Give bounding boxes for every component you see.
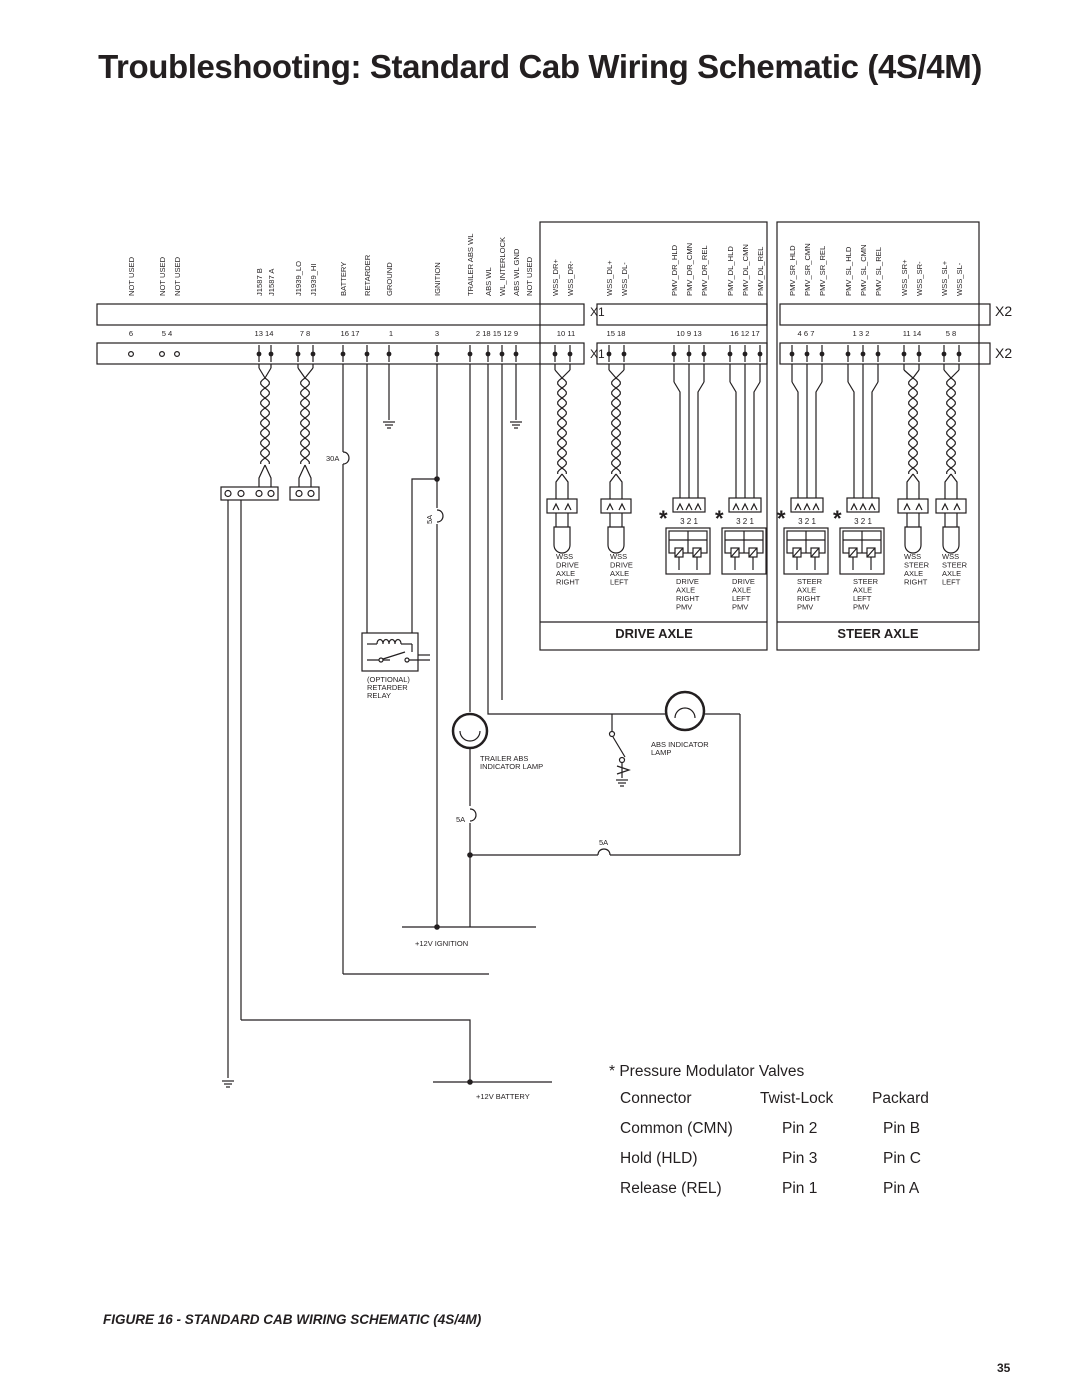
fuse-symbol: [598, 849, 610, 855]
wire-label: TRAILER ABS WL: [466, 233, 475, 296]
wheel-speed-sensor: [905, 527, 921, 553]
wire: [259, 368, 265, 378]
wire-label: PMV_SL_REL: [874, 247, 883, 296]
pin-number: 16 12 17: [730, 329, 760, 338]
wire: [610, 474, 616, 499]
x2-connector-top: [597, 304, 767, 325]
wire-label: J1587 B: [255, 268, 264, 296]
switch-actuator: [617, 766, 629, 774]
pmv-label: PMV: [797, 602, 814, 612]
pin-order-label: 3 2 1: [798, 517, 816, 526]
figure-caption: FIGURE 16 - STANDARD CAB WIRING SCHEMATIC (4S/4M): [103, 1312, 482, 1327]
abs-indicator-lamp: [666, 692, 704, 730]
pmv-table-cell: Hold (HLD): [620, 1150, 698, 1167]
wire: [913, 474, 919, 499]
wire: [674, 382, 680, 498]
junction-dot: [743, 352, 748, 357]
junction-dot: [876, 352, 881, 357]
pin-number: 7 8: [299, 329, 311, 338]
pmv-label: RIGHT: [797, 594, 821, 603]
junction-dot: [269, 352, 274, 357]
wss-label: WSS: [942, 552, 960, 561]
pmv-table-cell: Common (CMN): [620, 1120, 733, 1137]
pin-number: 13 14: [254, 329, 274, 338]
junction-dot: [917, 352, 922, 357]
wss-label: WSS: [556, 552, 574, 561]
wire: [616, 370, 624, 378]
junction-dot: [434, 476, 440, 482]
wire-label: PMV_SL_CMN: [859, 244, 868, 296]
wire-label: WSS_SL-: [955, 262, 964, 296]
wire: [259, 465, 265, 488]
junction-dot: [387, 352, 392, 357]
pmv-table-header: Twist-Lock: [760, 1090, 834, 1107]
terminal: [238, 491, 244, 497]
wss-connector: [547, 499, 577, 513]
wire-label: RETARDER: [363, 254, 372, 296]
wire: [944, 370, 951, 378]
junction-dot: [568, 352, 573, 357]
junction-dot: [805, 352, 810, 357]
junction-dot: [311, 352, 316, 357]
terminal-circle: [175, 352, 180, 357]
relay-label: RELAY: [367, 691, 392, 700]
x2-connector-top: [780, 304, 990, 325]
wire: [488, 364, 665, 714]
junction-dot: [514, 352, 519, 357]
wire-label: WSS_SR+: [900, 259, 909, 296]
wire-label: WSS_DL+: [605, 260, 614, 296]
relay-box: [362, 633, 418, 671]
wire-label: WSS_DR-: [566, 260, 575, 296]
junction-dot: [486, 352, 491, 357]
terminal-circle: [160, 352, 165, 357]
x1-label: X1: [590, 347, 605, 361]
wheel-speed-sensor: [943, 527, 959, 553]
junction-dot: [702, 352, 707, 357]
wss-connector: [898, 499, 928, 513]
wire-label: PMV_SL_HLD: [844, 246, 853, 296]
wss-label: AXLE: [610, 569, 630, 578]
wire: [907, 474, 913, 499]
pmv-label: PMV: [676, 602, 693, 612]
relay-contact: [405, 658, 409, 662]
junction-dot: [296, 352, 301, 357]
trailer-abs-lamp: [453, 714, 487, 748]
switch-blade: [613, 737, 625, 757]
relay-label: (OPTIONAL): [367, 675, 410, 684]
page-number: 35: [997, 1361, 1011, 1375]
pin-number: 10 9 13: [676, 329, 702, 338]
pin-number: 6: [128, 329, 134, 338]
wire-label: NOT USED: [158, 256, 167, 296]
wss-label: AXLE: [942, 569, 962, 578]
x2-label: X2: [995, 345, 1013, 361]
fuse-symbol: [470, 809, 476, 821]
wss-label: RIGHT: [556, 577, 580, 587]
junction-dot: [553, 352, 558, 357]
wire: [299, 465, 305, 488]
junction-dot: [435, 352, 440, 357]
terminal: [296, 491, 302, 497]
junction-dot: [341, 352, 346, 357]
fuse-label: 5A: [456, 815, 466, 824]
wss-label: STEER: [904, 560, 930, 570]
wire: [241, 1020, 470, 1082]
junction-dot: [468, 352, 473, 357]
pmv-asterisk: *: [833, 506, 842, 531]
junction-dot: [758, 352, 763, 357]
fuse-label: 30A: [326, 454, 340, 463]
wire-label: PMV_DL_HLD: [726, 246, 735, 296]
pmv-label: AXLE: [853, 585, 873, 595]
pmv-asterisk: *: [659, 506, 668, 531]
pin-number: 10 11: [556, 329, 576, 338]
relay-label: RETARDER: [367, 683, 408, 692]
junction-dot: [861, 352, 866, 357]
wss-label: DRIVE: [610, 560, 633, 570]
junction-dot: [257, 352, 262, 357]
terminal: [225, 491, 231, 497]
junction-dot: [365, 352, 370, 357]
junction-dot: [434, 924, 440, 930]
wire-label: J1939_HI: [309, 263, 318, 296]
pmv-label: DRIVE: [732, 577, 755, 586]
wire-label: PMV_DR_REL: [700, 245, 709, 296]
wire-label: WSS_DR+: [551, 259, 560, 296]
wire-label: NOT USED: [525, 256, 534, 296]
pmv-label: AXLE: [732, 585, 752, 595]
junction-dot: [500, 352, 505, 357]
wheel-speed-sensor: [554, 527, 570, 553]
abs-lamp-label: ABS INDICATOR: [651, 740, 709, 749]
pin-number: 3: [434, 329, 440, 338]
wire: [848, 382, 854, 498]
wss-label: LEFT: [942, 577, 961, 587]
junction-dot: [820, 352, 825, 357]
terminal: [268, 491, 274, 497]
wss-label: DRIVE: [556, 560, 579, 570]
wire-label: J1939_LO: [294, 260, 303, 296]
terminal-strip: [290, 487, 319, 500]
junction-dot: [942, 352, 947, 357]
wire: [951, 474, 957, 499]
pin-number: 16 17: [340, 329, 360, 338]
wire: [305, 368, 313, 378]
wire: [555, 370, 562, 378]
wire: [609, 370, 616, 378]
fuse-symbol: [437, 510, 443, 522]
wire-label: PMV_SR_HLD: [788, 245, 797, 296]
switch-contact: [620, 758, 625, 763]
pin-number: 5 4: [161, 329, 173, 338]
wire: [265, 368, 271, 378]
wire-label: WSS_DL-: [620, 262, 629, 296]
trailer-lamp-label: TRAILER ABS: [480, 754, 529, 763]
wire: [616, 474, 622, 499]
abs-lamp-label: LAMP: [651, 748, 672, 757]
wss-label: RIGHT: [904, 577, 928, 587]
pmv-asterisk: *: [777, 506, 786, 531]
symbols: [129, 352, 966, 1087]
wire-label: PMV_DL_CMN: [741, 244, 750, 296]
wire: [904, 370, 913, 378]
junction-dot: [957, 352, 962, 357]
wire-label: PMV_DR_HLD: [670, 244, 679, 296]
junction-dot: [467, 852, 473, 858]
pmv-label: AXLE: [797, 585, 817, 595]
wss-label: LEFT: [610, 577, 629, 587]
pin-number: 11 14: [902, 329, 922, 338]
wire: [730, 382, 736, 498]
wire: [792, 382, 798, 498]
wire-label: ABS WL GND: [512, 248, 521, 296]
fuse-label: 5A: [425, 514, 434, 524]
wire: [945, 474, 951, 499]
wire: [872, 382, 878, 498]
junction-dot: [672, 352, 677, 357]
wire-label: NOT USED: [127, 256, 136, 296]
pmv-table-cell: Pin 2: [782, 1120, 818, 1137]
pmv-asterisk: *: [715, 506, 724, 531]
wire-label: WSS_SR-: [915, 261, 924, 296]
relay-contact: [379, 658, 383, 662]
pmv-label: DRIVE: [676, 577, 699, 586]
wire: [754, 382, 760, 498]
x2-label: X2: [995, 303, 1013, 319]
pmv-label: RIGHT: [676, 594, 700, 603]
pmv-table-cell: Release (REL): [620, 1180, 722, 1197]
wire: [412, 479, 437, 655]
pmv-label: PMV: [853, 602, 870, 612]
wire: [265, 465, 271, 488]
wire-label: J1587 A: [267, 268, 276, 296]
pin-number: 2 18 15 12 9: [475, 329, 519, 338]
pin-number: 5 8: [945, 329, 957, 338]
wss-connector: [936, 499, 966, 513]
terminal: [308, 491, 314, 497]
pmv-table-cell: Pin C: [883, 1150, 921, 1167]
junction-dot: [607, 352, 612, 357]
wire-label: PMV_DL_REL: [756, 246, 765, 296]
junction-dot: [846, 352, 851, 357]
steer-axle-label: STEER AXLE: [837, 626, 919, 641]
pmv-label: AXLE: [676, 585, 696, 595]
wss-connector: [601, 499, 631, 513]
pmv-table-header: Connector: [620, 1090, 692, 1107]
wire: [816, 382, 822, 498]
junction-dot: [687, 352, 692, 357]
wire-label: IGNITION: [433, 262, 442, 296]
wire: [556, 474, 562, 499]
fuse-label: 5A: [599, 838, 609, 847]
trailer-lamp-label: INDICATOR LAMP: [480, 762, 544, 771]
pin-number: 1: [388, 329, 394, 338]
x1-connector-bottom: [97, 343, 584, 364]
pmv-label: PMV: [732, 602, 749, 612]
wire-label: WSS_SL+: [940, 260, 949, 296]
wire-label: PMV_SR_REL: [818, 245, 827, 296]
wire-label: PMV_DR_CMN: [685, 242, 694, 296]
pmv-table-header: Packard: [872, 1090, 929, 1107]
junction-dot: [622, 352, 627, 357]
pmv-heading: * Pressure Modulator Valves: [609, 1063, 805, 1080]
wss-label: WSS: [610, 552, 628, 561]
wss-label: AXLE: [904, 569, 924, 578]
junction-dot: [902, 352, 907, 357]
pin-number: 1 3 2: [852, 329, 870, 338]
pmv-label: LEFT: [732, 594, 751, 603]
pin-order-label: 3 2 1: [854, 517, 872, 526]
switch-contact: [610, 732, 615, 737]
junction-dot: [467, 1079, 473, 1085]
ignition-label: +12V IGNITION: [415, 939, 469, 948]
wire: [305, 465, 311, 488]
junction-dot: [728, 352, 733, 357]
fuse-symbol: [343, 452, 349, 464]
wire: [562, 474, 568, 499]
terminal: [256, 491, 262, 497]
pin-order-label: 3 2 1: [736, 517, 754, 526]
wss-label: AXLE: [556, 569, 576, 578]
wire-label: BATTERY: [339, 261, 348, 296]
pin-number: 4 6 7: [797, 329, 815, 338]
wire-label: GROUND: [385, 262, 394, 296]
wire-label: WL_INTERLOCK: [498, 236, 507, 296]
wire: [298, 368, 305, 378]
page-title: Troubleshooting: Standard Cab Wiring Schematic (4S/4M): [98, 48, 982, 85]
wire-label: ABS WL: [484, 267, 493, 296]
wheel-speed-sensor: [608, 527, 624, 553]
pmv-table-cell: Pin A: [883, 1180, 920, 1197]
battery-label: +12V BATTERY: [476, 1092, 530, 1101]
wire-label: NOT USED: [173, 256, 182, 296]
wire-label: PMV_SR_CMN: [803, 243, 812, 296]
pmv-table-cell: Pin B: [883, 1120, 921, 1137]
wss-label: WSS: [904, 552, 922, 561]
pin-number: 15 18: [606, 329, 626, 338]
pmv-label: LEFT: [853, 594, 872, 603]
drive-axle-label: DRIVE AXLE: [615, 626, 693, 641]
pmv-table-cell: Pin 3: [782, 1150, 818, 1167]
pmv-label: STEER: [853, 577, 879, 586]
x1-label: X1: [590, 305, 605, 319]
junction-dot: [790, 352, 795, 357]
pmv-label: STEER: [797, 577, 823, 586]
wire: [698, 382, 704, 498]
wss-label: STEER: [942, 560, 968, 570]
wire: [913, 370, 919, 378]
x2-connector-top: [97, 304, 584, 325]
wire: [562, 370, 570, 378]
pmv-table-cell: Pin 1: [782, 1180, 818, 1197]
wire: [951, 370, 959, 378]
pin-order-label: 3 2 1: [680, 517, 698, 526]
terminal-circle: [129, 352, 134, 357]
